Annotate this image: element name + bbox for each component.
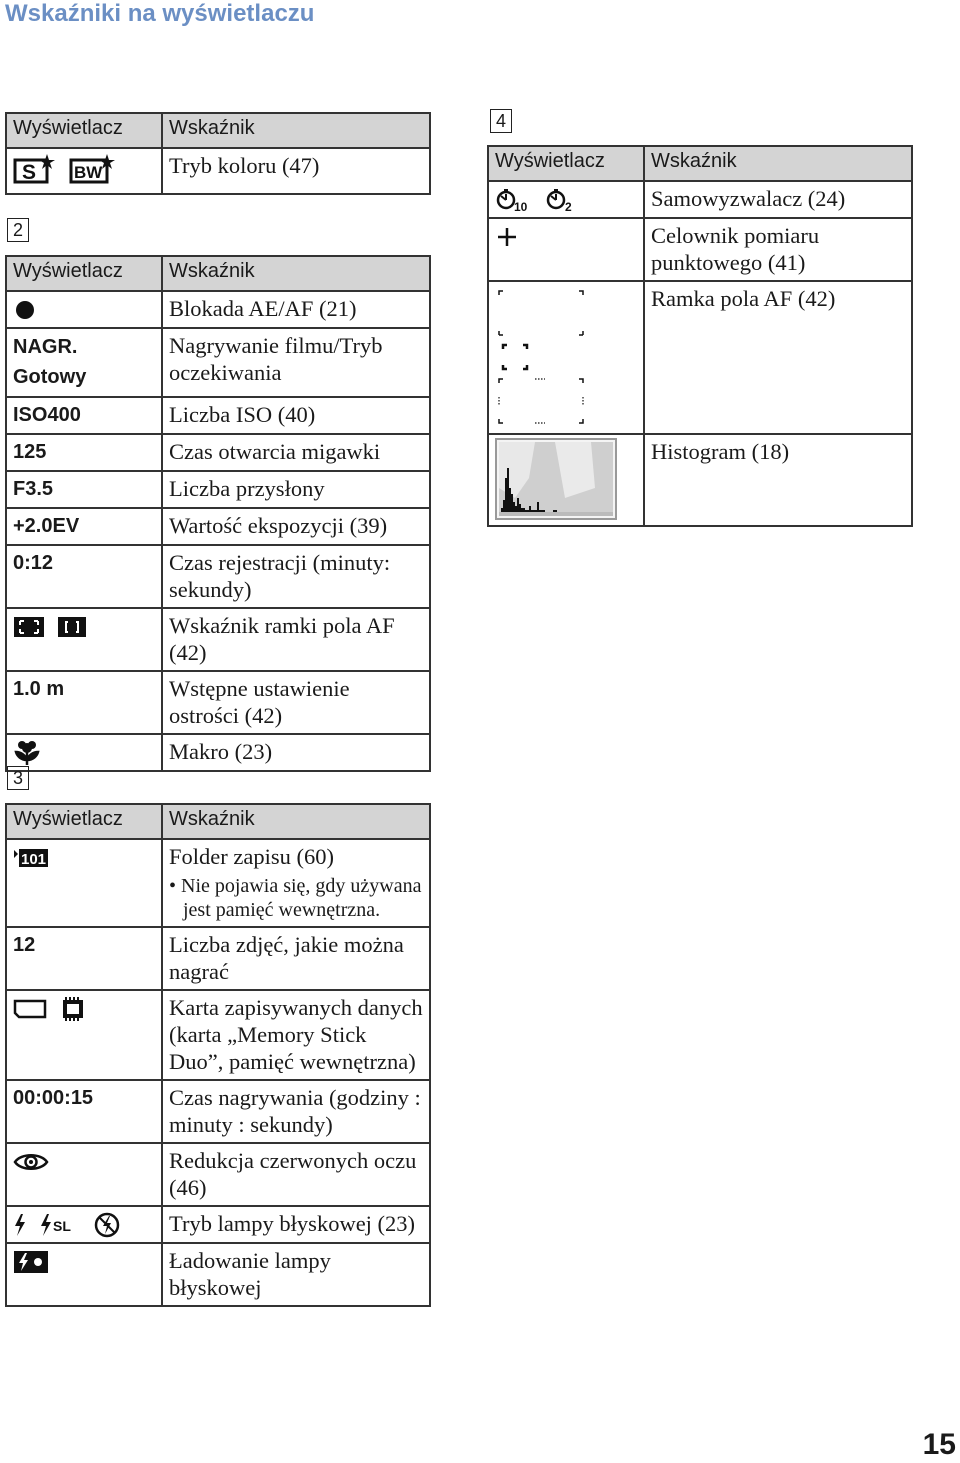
indicator-cell: Ładowanie lampy błyskowej [162, 1243, 430, 1306]
table-row [6, 1243, 430, 1306]
indicator-cell: Czas otwarcia migawki [162, 434, 430, 471]
af-frame-wide-icon [13, 616, 45, 638]
indicator-text: Folder zapisu (60) [169, 844, 334, 869]
display-cell [6, 148, 162, 194]
header-indicator: Wskaźnik [644, 146, 912, 181]
indicator-cell: Karta zapisywanych danych (karta „Memory Stick Duo”, pamięć wewnętrzna) [162, 990, 430, 1080]
flash-slow-sync-icon [39, 1213, 79, 1237]
display-cell [6, 1206, 162, 1243]
table-row [6, 508, 430, 545]
header-indicator: Wskaźnik [162, 256, 430, 291]
indicator-cell: Czas rejestracji (minuty: sekundy) [162, 545, 430, 608]
table-row [6, 397, 430, 434]
header-indicator: Wskaźnik [162, 804, 430, 839]
display-cell [6, 839, 162, 927]
indicator-cell: Ramka pola AF (42) [644, 281, 912, 434]
page-number: 15 [922, 1428, 956, 1461]
table-header [6, 804, 430, 839]
header-indicator: Wskaźnik [162, 113, 430, 148]
display-cell: 0:12 [6, 545, 162, 608]
display-cell: NAGR. Gotowy [6, 328, 162, 397]
table-row [488, 434, 912, 526]
section4-table [487, 145, 913, 527]
display-cell [488, 181, 644, 218]
table-row [6, 328, 430, 397]
display-cell [6, 734, 162, 771]
table-row [6, 671, 430, 734]
indicator-cell: Wstępne ustawienie ostrości (42) [162, 671, 430, 734]
table-row [6, 1080, 430, 1143]
display-cell: ISO400 [6, 397, 162, 434]
svg-text:101: 101 [21, 850, 47, 868]
display-cell: 00:00:15 [6, 1080, 162, 1143]
self-timer-10-label: 10 [514, 199, 528, 213]
indicator-cell: Blokada AE/AF (21) [162, 291, 430, 328]
display-cell [6, 990, 162, 1080]
table-row [6, 927, 430, 990]
histogram-icon [495, 438, 637, 520]
table-row [488, 181, 912, 218]
indicator-note: • Nie pojawia się, gdy używana jest pamięć wewnętrzna. [169, 875, 422, 921]
self-timer-10-icon [495, 187, 533, 213]
flash-icon [13, 1213, 27, 1237]
header-display: Wyświetlacz [6, 804, 162, 839]
indicator-cell: Tryb lampy błyskowej (23) [162, 1206, 430, 1243]
indicator-cell: Liczba przysłony [162, 471, 430, 508]
color-mode-bw-icon [69, 152, 117, 184]
display-cell: 125 [6, 434, 162, 471]
indicator-cell: Tryb koloru (47) [162, 148, 430, 194]
table-row [6, 990, 430, 1080]
indicator-cell: Redukcja czerwonych oczu (46) [162, 1143, 430, 1206]
table-row [6, 471, 430, 508]
table-row [488, 218, 912, 281]
af-frame-center-icon [57, 616, 87, 638]
indicator-cell: Liczba zdjęć, jakie można nagrać [162, 927, 430, 990]
table-row [6, 1206, 430, 1243]
table-row [6, 1143, 430, 1206]
af-range-finder-frames-icon [495, 285, 637, 425]
display-cell: 12 [6, 927, 162, 990]
display-cell: F3.5 [6, 471, 162, 508]
svg-text:BW: BW [73, 163, 102, 182]
table-row [6, 839, 430, 927]
table-row [6, 291, 430, 328]
section-number-3: 3 [7, 766, 29, 790]
table-row [6, 148, 430, 194]
section2-table [5, 255, 431, 772]
indicator-cell: Nagrywanie filmu/Tryb oczekiwania [162, 328, 430, 397]
spot-metering-cross-icon [495, 225, 519, 249]
indicator-cell: Celownik pomiaru punktowego (41) [644, 218, 912, 281]
display-cell [488, 281, 644, 434]
header-display: Wyświetlacz [6, 113, 162, 148]
indicator-cell: Samowyzwalacz (24) [644, 181, 912, 218]
display-cell [6, 1243, 162, 1306]
page-title: Wskaźniki na wyświetlaczu [5, 0, 315, 27]
header-display: Wyświetlacz [488, 146, 644, 181]
section3-table [5, 803, 431, 1307]
indicator-cell [162, 839, 430, 927]
internal-memory-icon [59, 996, 87, 1022]
flash-charging-icon [13, 1250, 49, 1274]
table-header [488, 146, 912, 181]
table-row [6, 434, 430, 471]
table-row [488, 281, 912, 434]
ae-af-lock-dot-icon [13, 298, 37, 322]
svg-text:S: S [22, 161, 37, 184]
folder-101-icon [13, 847, 49, 869]
macro-flower-icon [13, 740, 41, 766]
self-timer-2-label: 2 [564, 199, 572, 213]
display-cell [6, 1143, 162, 1206]
indicator-cell: Histogram (18) [644, 434, 912, 526]
table-header [6, 113, 430, 148]
indicator-cell: Liczba ISO (40) [162, 397, 430, 434]
table-row [6, 734, 430, 771]
section-number-2: 2 [7, 218, 29, 242]
table-row [6, 608, 430, 671]
display-cell [488, 218, 644, 281]
section-number-4: 4 [490, 109, 512, 133]
color-mode-table [5, 112, 431, 195]
display-cell [6, 608, 162, 671]
red-eye-icon [13, 1150, 49, 1174]
self-timer-2-icon [545, 187, 577, 213]
indicator-cell: Wskaźnik ramki pola AF (42) [162, 608, 430, 671]
table-header [6, 256, 430, 291]
indicator-cell: Makro (23) [162, 734, 430, 771]
header-display: Wyświetlacz [6, 256, 162, 291]
display-cell: 1.0 m [6, 671, 162, 734]
display-cell [6, 291, 162, 328]
table-row [6, 545, 430, 608]
display-cell: +2.0EV [6, 508, 162, 545]
color-mode-standard-icon [13, 152, 57, 184]
flash-off-icon [94, 1212, 120, 1238]
display-cell [488, 434, 644, 526]
memory-stick-icon [13, 997, 47, 1021]
flash-sl-label: SL [52, 1217, 71, 1234]
indicator-cell: Wartość ekspozycji (39) [162, 508, 430, 545]
indicator-cell: Czas nagrywania (godziny : minuty : sekundy) [162, 1080, 430, 1143]
